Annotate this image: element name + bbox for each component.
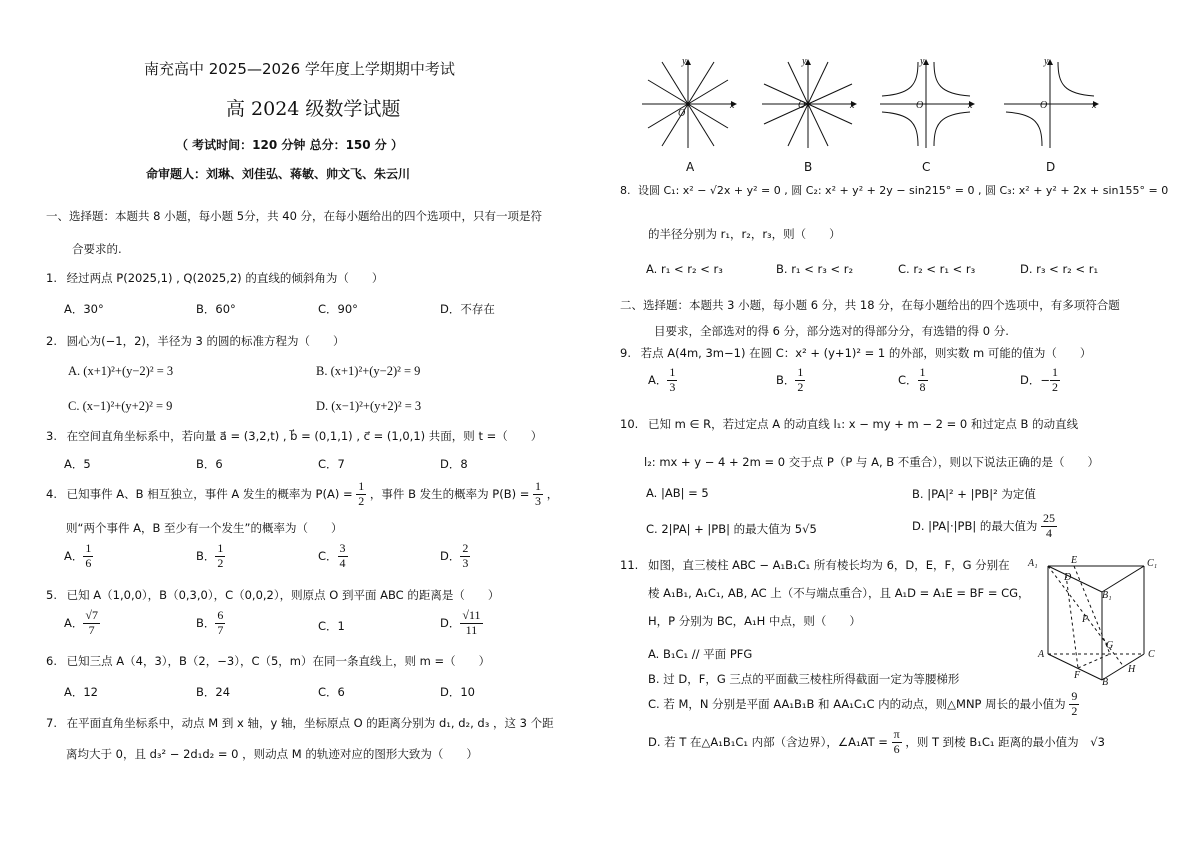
graph-c-curve-q2 [882,62,918,96]
q9-option-b[interactable] [776,366,805,395]
q11-option-d-text-b: ，则 T 到棱 B₁C₁ 距离的最小值为 [905,734,1079,749]
q11-text2: 棱 A₁B₁, A₁C₁, AB, AC 上（不与端点重合），且 A₁D = A₁E = BF = CG， [648,586,1030,600]
q4-option-c-label: C． [318,548,338,563]
q9-option-d-label: D．− [1020,372,1050,387]
q9-option-a-num: 1 [669,365,676,379]
q10-text2: l₂: mx + y − 4 + 2m = 0 交于点 P（P 与 A, B 不重合），则以下说法正确的是（ ） [644,455,1100,469]
section1-heading: 一、选择题：本题共 8 小题，每小题 5分，共 40 分，在每小题给出的四个选项中，只有一项是符 [46,209,543,223]
q4-text2: 则“两个事件 A，B 至少有一个发生”的概率为（ ） [66,521,343,535]
q9-number: 9. [620,346,631,360]
q9-option-a-den: 3 [669,379,676,394]
q9-option-c[interactable] [898,366,928,395]
q5-option-a-num: √7 [85,608,98,622]
q8-option-b[interactable]: B. r₁ < r₃ < r₂ [776,262,854,276]
graph-c-origin: O [916,100,924,111]
q9-option-b-num: 1 [797,365,804,379]
exam-title: 南充高中 2025—2026 学年度上学期期中考试 [144,60,455,78]
q4-frac-b-den: 3 [535,493,542,508]
left-column [46,0,596,847]
graph-c-curve-q3 [882,112,918,146]
q9-option-c-frac [918,366,928,395]
prism-segment-eg [1074,566,1110,654]
q9-option-b-den: 2 [797,379,804,394]
prism-label-a: A [1038,649,1045,660]
q5-option-a-den: 7 [88,622,95,637]
q4-option-a-den: 6 [85,555,92,570]
q11-text: 如图，直三棱柱 ABC − A₁B₁C₁ 所有棱长均为 6，D，E，F，G 分别在 [647,558,1010,572]
q5-option-b-label: B． [196,615,216,630]
q7-text2: 离均大于 0，且 d₃² − 2d₁d₂ = 0 ，则动点 M 的轨迹对应的图形大致为（ ） [66,747,478,761]
q2-text: 圆心为(−1，2)，半径为 3 的圆的标准方程为（ ） [66,334,345,348]
q10-number: 10. [620,417,639,431]
q2-option-a[interactable]: A. (x+1)²+(y−2)² = 3 [68,364,174,378]
q5-text: 已知 A（1,0,0），B（0,3,0），C（0,0,2），则原点 O 到平面 ABC 的距离是（ ） [66,588,500,602]
q11-option-c-text: C. 若 M，N 分别是平面 AA₁B₁B 和 AA₁C₁C 内的动点，则△MNP 周长的最小值为 [648,696,1066,711]
q1-option-c[interactable]: C．90° [318,302,358,316]
q3-option-d[interactable]: D．8 [440,457,468,471]
graph-c-curve-q1 [934,62,970,96]
q4-frac-a-den: 2 [358,493,365,508]
q1-option-b[interactable]: B．60° [196,302,236,316]
q4-option-c[interactable] [318,542,348,571]
q10-option-c[interactable]: C. 2|PA| + |PB| 的最大值为 5√5 [646,522,817,536]
q5-number: 5. [46,588,57,602]
graph-b-y-label: y [802,56,807,67]
graph-a-origin: O [678,108,686,119]
q3-stem [46,428,542,444]
q4-frac-b [533,480,543,509]
q11-option-c[interactable] [648,690,1079,719]
q9-option-d-num: 1 [1052,365,1058,379]
q4-option-a-num: 1 [85,541,92,555]
q6-option-b[interactable]: B．24 [196,685,231,699]
q5-option-b[interactable] [196,609,225,638]
graph-a [640,54,740,150]
graph-a-figure [640,54,740,150]
q10-stem [620,416,1078,432]
graph-c-x-label: x [968,100,973,111]
q1-text: 经过两点 P(2025,1) , Q(2025,2) 的直线的倾斜角为（ ） [66,271,384,285]
q11-option-a[interactable]: A. B₁C₁ // 平面 PFG [648,647,753,661]
q8-option-c[interactable]: C. r₂ < r₁ < r₃ [898,262,976,276]
q7-stem [46,715,554,731]
q4-option-d-num: 2 [462,541,469,555]
q2-option-b[interactable]: B. (x+1)²+(y−2)² = 9 [316,364,421,378]
prism-figure [1038,556,1168,691]
q1-stem [46,270,383,286]
graph-d [1002,54,1102,150]
graph-d-curve-q3 [1006,112,1042,146]
q6-option-d[interactable]: D．10 [440,685,475,699]
q3-option-a[interactable]: A．5 [64,457,91,471]
q6-number: 6. [46,654,57,668]
prism-label-d: D [1064,572,1072,583]
q4-frac-a-num: 1 [358,479,365,493]
q1-number: 1. [46,271,57,285]
q4-text-a: 已知事件 A、B 相互独立，事件 A 发生的概率为 P(A) = [66,486,353,501]
q5-option-b-num: 6 [217,608,224,622]
q4-option-b-label: B． [196,548,216,563]
prism-edge-a1b1 [1048,566,1102,592]
q2-number: 2. [46,334,57,348]
q11-text3: H，P 分别为 BC，A₁H 中点，则（ ） [648,614,861,628]
q5-option-d-frac [460,609,482,638]
q9-option-a[interactable] [648,366,677,395]
graph-label-b[interactable]: B [804,160,813,174]
prism-label-b1: B₁ [1102,590,1112,601]
q5-option-d[interactable] [440,609,483,638]
q11-option-d[interactable] [648,728,1105,757]
graph-d-figure [1002,54,1102,150]
q11-option-b[interactable]: B. 过 D，F，G 三点的平面截三棱柱所得截面一定为等腰梯形 [648,672,960,686]
graph-b-figure [760,54,860,150]
q4-option-c-num: 3 [339,541,346,555]
graph-c-figure [878,54,978,150]
q5-option-a[interactable] [64,609,100,638]
q4-option-d-frac [460,542,470,571]
q11-option-d-num: π [893,727,900,741]
graph-label-d[interactable]: D [1046,160,1056,174]
graph-d-curve-q1 [1058,62,1094,96]
prism-label-f: F [1074,670,1081,681]
prism-label-c: C [1148,649,1155,660]
exam-authors: 命审题人：刘琳、刘佳弘、蒋敏、帅文飞、朱云川 [146,167,411,181]
prism-label-e: E [1071,555,1078,566]
q5-option-a-frac [83,609,100,638]
prism-edge-b1c1 [1102,566,1144,592]
q3-option-b[interactable]: B．6 [196,457,223,471]
section2-heading-cont: 目要求，全部选对的得 6 分，部分选对的得部分分，有选错的得 0 分. [654,324,1009,338]
q4-option-d-label: D． [440,548,461,563]
q5-option-d-num: √11 [462,608,481,622]
prism-label-g: G [1106,640,1114,651]
q9-option-c-label: C． [898,372,918,387]
prism-label-h: H [1128,664,1136,675]
section1-heading-cont: 合要求的. [72,242,122,256]
q9-option-d[interactable] [1020,366,1060,395]
q11-option-d-den: 6 [893,741,900,756]
q4-number: 4. [46,486,57,501]
prism-segment-fg [1078,654,1110,668]
q8-text2: 的半径分别为 r₁，r₂，r₃，则（ ） [648,227,841,241]
q9-stem [620,345,1091,361]
graph-b [760,54,860,150]
q4-stem [46,480,558,509]
q4-option-b[interactable] [196,542,225,571]
q1-option-d[interactable]: D．不存在 [440,302,495,316]
q3-option-c[interactable]: C．7 [318,457,345,471]
q9-option-d-frac [1050,366,1060,395]
graph-c [878,54,978,150]
q1-option-a[interactable]: A．30° [64,302,104,316]
q11-stem [620,557,1010,573]
q11-number: 11. [620,558,639,572]
q4-text-b: ，事件 B 发生的概率为 P(B) = [369,486,530,501]
prism-label-p: P [1082,614,1089,625]
q8-option-a[interactable]: A. r₁ < r₂ < r₃ [646,262,723,276]
q6-stem [46,653,490,669]
graph-c-curve-q4 [934,112,970,146]
q9-text: 若点 A(4m, 3m−1) 在圆 C：x² + (y+1)² = 1 的外部，则实数 m 可能的值为（ ） [640,346,1092,360]
prism-label-c1: C₁ [1147,558,1158,569]
prism-edge-bc [1102,654,1144,680]
q8-number: 8. [620,184,631,197]
q5-option-d-den: 11 [465,622,478,637]
q4-option-a-label: A． [64,548,84,563]
q4-option-b-num: 1 [217,541,224,555]
q9-option-b-label: B． [776,372,796,387]
q4-option-a-frac [83,542,93,571]
q10-option-d-text: D. |PA|·|PB| 的最大值为 [912,518,1038,533]
q11-option-d-text-a: D. 若 T 在△A₁B₁C₁ 内部（含边界），∠A₁AT = [648,734,888,749]
q4-option-b-den: 2 [217,555,224,570]
q6-text: 已知三点 A（4，3），B（2，−3），C（5，m）在同一条直线上，则 m =（ ） [66,654,491,668]
q3-number: 3. [46,429,57,443]
prism-drawing [1038,556,1168,688]
q4-option-d-den: 3 [462,555,469,570]
graph-b-origin: O [798,100,806,111]
q11-option-c-num: 9 [1071,689,1078,703]
q8-text: 设圆 C₁: x² − √2x + y² = 0 , 圆 C₂: x² + y² + 2y − sin215° = 0 , 圆 C₃: x² + y² + 2x + sin155° = 0 [638,184,1169,197]
q5-option-d-label: D． [440,615,461,630]
q4-frac-a [356,480,366,509]
prism-label-a1: A₁ [1028,558,1038,569]
q10-option-a[interactable]: A. |AB| = 5 [646,486,709,500]
q2-option-d[interactable]: D. (x−1)²+(y+2)² = 3 [316,399,422,413]
section2-heading: 二、选择题：本题共 3 小题，每小题 6 分，共 18 分，在每小题给出的四个选项中，有多项符合题 [620,298,1120,312]
q9-option-b-frac [795,366,805,395]
graph-label-c[interactable]: C [922,160,931,174]
q9-option-c-den: 8 [919,379,926,394]
q10-option-d[interactable] [912,512,1057,541]
q3-text: 在空间直角坐标系中，若向量 a⃗ = (3,2,t) , b⃗ = (0,1,1) , c⃗ = (1,0,1) 共面，则 t =（ ） [66,429,543,443]
q4-option-c-den: 4 [339,555,346,570]
q4-option-c-frac [338,542,348,571]
q8-stem [620,182,1168,198]
q2-stem [46,333,345,349]
graph-c-y-label: y [920,56,925,67]
graph-d-y-label: y [1044,56,1049,67]
graph-label-a[interactable]: A [686,160,695,174]
graph-a-y-label: y [682,56,687,67]
q5-option-c[interactable]: C．1 [318,619,345,633]
q10-option-d-den: 4 [1046,525,1053,540]
graph-d-origin: O [1040,100,1048,111]
exam-subtitle: 高 2024 级数学试题 [226,98,401,120]
q10-option-d-num: 25 [1043,511,1056,525]
q9-option-d-den: 2 [1052,379,1058,394]
right-column [620,0,1180,847]
graph-b-x-label: x [850,100,855,111]
q9-option-c-num: 1 [919,365,926,379]
q4-option-d[interactable] [440,542,470,571]
q5-stem [46,587,499,603]
q11-option-d-value: √3 [1090,734,1105,749]
q4-text-c: ， [546,486,559,501]
q10-option-b[interactable]: B. |PA|² + |PB|² 为定值 [912,487,1036,501]
graph-a-x-label: x [730,100,735,111]
exam-info: （ 考试时间：120 分钟 总分：150 分 ） [176,138,403,152]
q6-option-c[interactable]: C．6 [318,685,345,699]
graph-d-x-label: x [1092,100,1097,111]
q11-option-d-frac [892,728,902,757]
q5-option-a-label: A． [64,615,84,630]
q7-text: 在平面直角坐标系中，动点 M 到 x 轴，y 轴，坐标原点 O 的距离分别为 d₁, d₂, d₃ ，这 3 个距 [66,716,554,730]
q2-option-c[interactable]: C. (x−1)²+(y+2)² = 9 [68,399,173,413]
q11-option-c-den: 2 [1071,703,1078,718]
q10-text: 已知 m ∈ R，若过定点 A 的动直线 l₁: x − my + m − 2 = 0 和过定点 B 的动直线 [647,417,1079,431]
q7-number: 7. [46,716,57,730]
q9-option-a-label: A． [648,372,668,387]
q5-option-b-frac [215,609,225,638]
q6-option-a[interactable]: A．12 [64,685,99,699]
prism-label-b: B [1102,677,1109,688]
q11-option-c-frac [1069,690,1079,719]
q4-option-b-frac [215,542,225,571]
q10-option-d-frac [1041,512,1057,541]
q8-option-d[interactable]: D. r₃ < r₂ < r₁ [1020,262,1099,276]
q4-frac-b-num: 1 [535,479,542,493]
q4-option-a[interactable] [64,542,93,571]
q5-option-b-den: 7 [217,622,224,637]
q9-option-a-frac [667,366,677,395]
